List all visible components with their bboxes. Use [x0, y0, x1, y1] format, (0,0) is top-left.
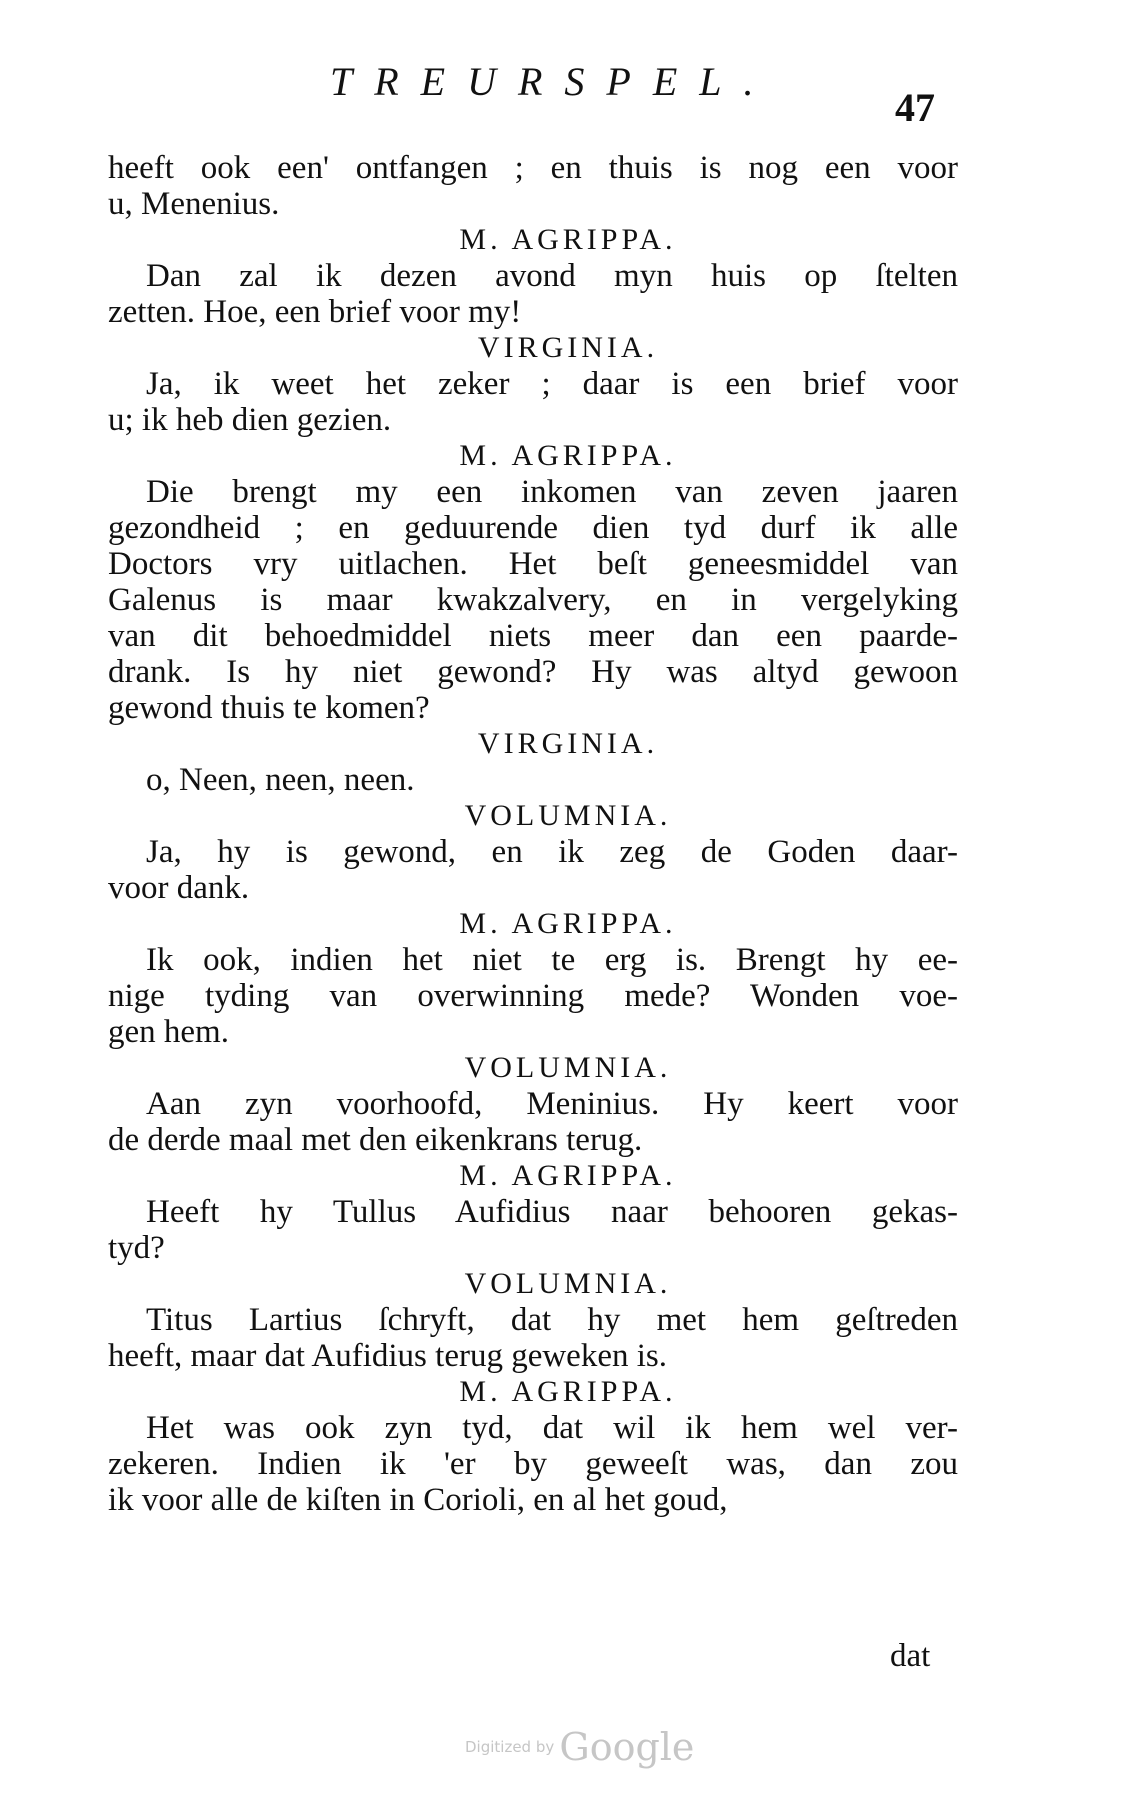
speaker-name: VOLUMNIA.	[464, 1267, 672, 1300]
text-line: tyd?	[108, 1230, 165, 1266]
text-line: de derde maal met den eikenkrans terug.	[108, 1122, 643, 1158]
text-line: ik voor alle de kiſten in Corioli, en al het goud,	[108, 1482, 728, 1518]
speaker-name: M. AGRIPPA.	[459, 907, 677, 940]
text-line: Ik ook, indien het niet te erg is. Brengt hy ee-	[146, 942, 958, 978]
speaker-name: VIRGINIA.	[477, 331, 659, 364]
text-line: nige tyding van overwinning mede? Wonden voe-	[108, 978, 958, 1014]
watermark-prefix: Digitized by	[465, 1738, 555, 1756]
text-line: zetten. Hoe, een brief voor my!	[108, 294, 522, 330]
text-line: u, Menenius.	[108, 186, 280, 222]
catchword: dat	[890, 1638, 931, 1674]
speaker-name: M. AGRIPPA.	[459, 1159, 677, 1192]
text-line: gen hem.	[108, 1014, 229, 1050]
text-line: Heeft hy Tullus Aufidius naar behooren gekas-	[146, 1194, 958, 1230]
speaker-name: M. AGRIPPA.	[459, 439, 677, 472]
text-line: Aan zyn voorhoofd, Meninius. Hy keert voor	[146, 1086, 958, 1122]
text-line: Die brengt my een inkomen van zeven jaaren	[146, 474, 958, 510]
text-line: zekeren. Indien ik 'er by geweeſt was, dan zou	[108, 1446, 958, 1482]
speaker-name: VOLUMNIA.	[464, 1051, 672, 1084]
text-line: drank. Is hy niet gewond? Hy was altyd gewoon	[108, 654, 958, 690]
text-line: gewond thuis te komen?	[108, 690, 430, 726]
text-line: Titus Lartius ſchryft, dat hy met hem geſtreden	[146, 1302, 958, 1338]
text-line: Ja, hy is gewond, en ik zeg de Goden daar-	[146, 834, 958, 870]
running-head: TREURSPEL.	[330, 59, 776, 104]
text-line: Galenus is maar kwakzalvery, en in vergelyking	[108, 582, 958, 618]
text-line: Ja, ik weet het zeker ; daar is een brief voor	[146, 366, 958, 402]
text-line: voor dank.	[108, 870, 250, 906]
speaker-name: VOLUMNIA.	[464, 799, 672, 832]
play-text	[108, 150, 958, 1518]
text-line: Doctors vry uitlachen. Het beſt geneesmiddel van	[108, 546, 958, 582]
digitized-by-google-watermark	[465, 1725, 694, 1769]
speaker-name: VIRGINIA.	[477, 727, 659, 760]
text-line: van dit behoedmiddel niets meer dan een paarde-	[108, 618, 958, 654]
text-line: gezondheid ; en geduurende dien tyd durf ik alle	[108, 510, 958, 546]
text-line: heeft ook een' ontfangen ; en thuis is nog een voor	[108, 150, 958, 186]
text-line: Het was ook zyn tyd, dat wil ik hem wel ver-	[146, 1410, 958, 1446]
text-line: Dan zal ik dezen avond myn huis op ſtelten	[146, 258, 958, 294]
text-line: heeft, maar dat Aufidius terug geweken is.	[108, 1338, 667, 1374]
text-line: o, Neen, neen, neen.	[146, 762, 415, 798]
page-number: 47	[895, 85, 935, 130]
speaker-name: M. AGRIPPA.	[459, 223, 677, 256]
speaker-name: M. AGRIPPA.	[459, 1375, 677, 1408]
text-line: u; ik heb dien gezien.	[108, 402, 392, 438]
google-logo: Google	[559, 1725, 695, 1769]
